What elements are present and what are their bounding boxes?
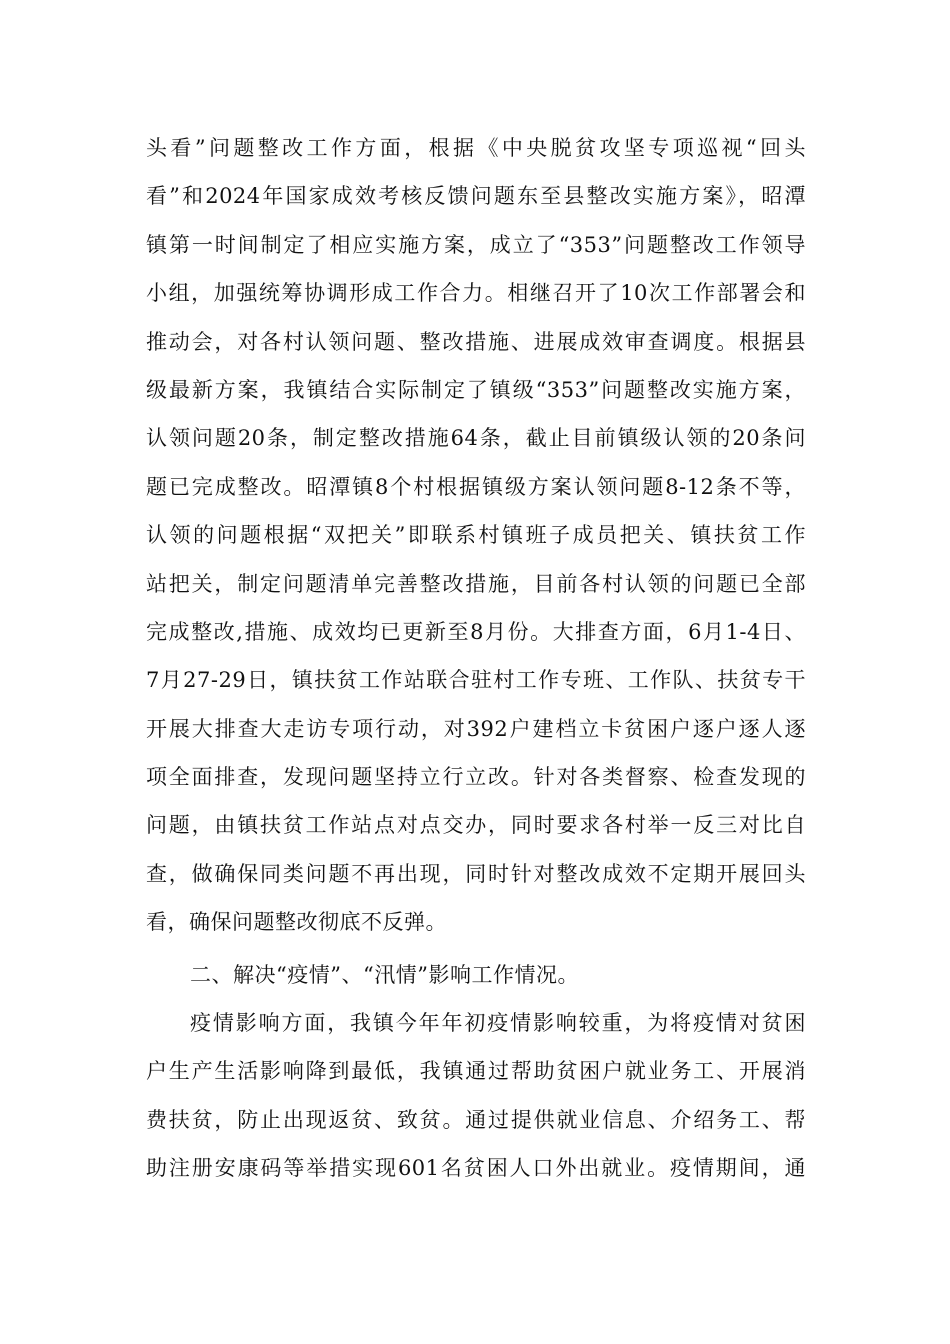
text-line: 小组，加强统筹协调形成工作合力。相继召开了10次工作部署会和	[146, 281, 806, 306]
document-body	[146, 124, 806, 1193]
text-line: 查，做确保同类问题不再出现，同时针对整改成效不定期开展回头	[146, 861, 806, 886]
text-line: 题已完成整改。昭潭镇8个村根据镇级方案认领问题8-12条不等，	[146, 474, 806, 499]
text-line: 完成整改,措施、成效均已更新至8月份。大排查方面，6月1-4日、	[146, 619, 806, 644]
paragraph-epidemic	[146, 999, 806, 1193]
paragraph-rectification	[146, 124, 806, 947]
text-line: 推动会，对各村认领问题、整改措施、进展成效审查调度。根据县	[146, 329, 806, 354]
text-line: 疫情影响方面，我镇今年年初疫情影响较重，为将疫情对贫困	[190, 1011, 806, 1036]
text-line: 项全面排查，发现问题坚持立行立改。针对各类督察、检查发现的	[146, 765, 806, 790]
section-heading: 二、解决“疫情”、“汛情”影响工作情况。	[190, 962, 579, 987]
text-line: 问题，由镇扶贫工作站点对点交办，同时要求各村举一反三对比自	[146, 813, 806, 838]
text-line: 头看”问题整改工作方面，根据《中央脱贫攻坚专项巡视“回头	[146, 136, 806, 160]
text-line: 级最新方案，我镇结合实际制定了镇级“353”问题整改实施方案，	[146, 377, 806, 402]
text-line: 看”和2024年国家成效考核反馈问题东至县整改实施方案》，昭潭	[146, 184, 806, 209]
text-line: 认领问题20条，制定整改措施64条，截止目前镇级认领的20条问	[146, 426, 806, 451]
text-line: 户生产生活影响降到最低，我镇通过帮助贫困户就业务工、开展消	[146, 1059, 806, 1084]
text-line: 助注册安康码等举措实现601名贫困人口外出就业。疫情期间，通	[146, 1156, 806, 1181]
text-line: 费扶贫，防止出现返贫、致贫。通过提供就业信息、介绍务工、帮	[146, 1107, 806, 1132]
text-line: 开展大排查大走访专项行动，对392户建档立卡贫困户逐户逐人逐	[146, 716, 806, 741]
text-line: 镇第一时间制定了相应实施方案，成立了“353”问题整改工作领导	[146, 232, 806, 257]
text-line: 7月27-29日，镇扶贫工作站联合驻村工作专班、工作队、扶贫专干	[146, 668, 806, 693]
text-line: 看，确保问题整改彻底不反弹。	[146, 910, 447, 935]
text-line: 站把关，制定问题清单完善整改措施，目前各村认领的问题已全部	[146, 571, 806, 596]
text-line: 认领的问题根据“双把关”即联系村镇班子成员把关、镇扶贫工作	[146, 523, 806, 548]
